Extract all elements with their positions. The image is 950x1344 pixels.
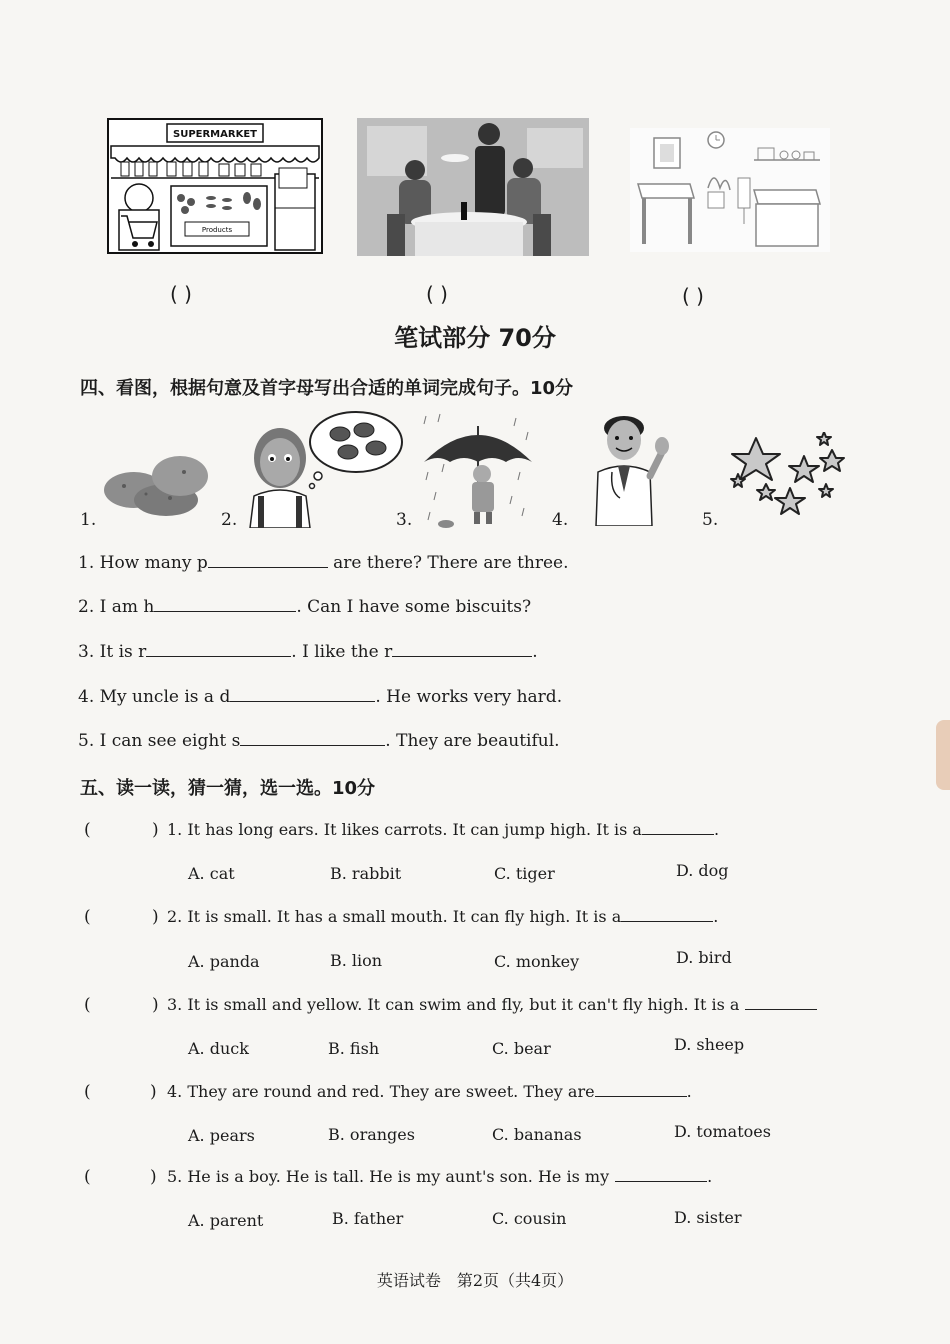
products-label: Products bbox=[201, 226, 233, 234]
listening-answer-paren-3[interactable]: ( ) bbox=[682, 284, 704, 308]
question-text: 5. He is a boy. He is tall. He is my aunt's son. He is my bbox=[167, 1167, 610, 1186]
question-end: . bbox=[713, 907, 719, 926]
q2-option-d[interactable]: D. bird bbox=[676, 948, 732, 967]
sentence-text: . bbox=[532, 642, 538, 662]
section4-title: 四、看图，根据句意及首字母写出合适的单词完成句子。10分 bbox=[80, 378, 574, 399]
listening-answer-paren-1[interactable]: ( ) bbox=[170, 282, 192, 306]
answer-blank[interactable] bbox=[230, 687, 375, 702]
answer-paren-open[interactable]: ( bbox=[84, 1082, 91, 1102]
restaurant-picture bbox=[357, 118, 589, 256]
answer-blank[interactable] bbox=[240, 731, 385, 746]
question-end: . bbox=[686, 1082, 692, 1101]
q4-option-d[interactable]: D. tomatoes bbox=[674, 1122, 771, 1141]
q2-option-a[interactable]: A. panda bbox=[188, 952, 260, 971]
sentence-text: . They are beautiful. bbox=[385, 731, 560, 751]
fill-sentence-1 bbox=[78, 553, 569, 573]
sentence-text: 1. How many p bbox=[78, 553, 208, 573]
answer-paren-open[interactable]: ( bbox=[84, 907, 91, 927]
q4-option-a[interactable]: A. pears bbox=[188, 1126, 255, 1145]
answer-paren-close: ) bbox=[150, 1167, 157, 1187]
question-2 bbox=[167, 907, 718, 926]
section5-title: 五、读一读，猜一猜，选一选。10分 bbox=[80, 778, 376, 799]
answer-paren-close: ) bbox=[150, 1082, 157, 1102]
supermarket-picture bbox=[107, 118, 323, 254]
answer-blank[interactable] bbox=[146, 642, 291, 657]
q3-option-c[interactable]: C. bear bbox=[492, 1039, 551, 1058]
picture-number-4: 4. bbox=[552, 510, 569, 530]
q2-option-b[interactable]: B. lion bbox=[330, 951, 383, 970]
q5-option-c[interactable]: C. cousin bbox=[492, 1209, 567, 1228]
picture-number-5: 5. bbox=[702, 510, 719, 530]
answer-blank[interactable] bbox=[154, 597, 296, 612]
potatoes-icon bbox=[100, 448, 212, 520]
q4-option-c[interactable]: C. bananas bbox=[492, 1125, 582, 1144]
doctor-icon bbox=[590, 412, 670, 526]
fill-sentence-5 bbox=[78, 731, 560, 751]
answer-paren-open[interactable]: ( bbox=[84, 820, 91, 840]
sentence-text: 2. I am h bbox=[78, 597, 155, 617]
picture-number-1: 1. bbox=[80, 510, 97, 530]
q5-option-a[interactable]: A. parent bbox=[188, 1211, 264, 1230]
q3-option-b[interactable]: B. fish bbox=[328, 1039, 380, 1058]
q1-option-b[interactable]: B. rabbit bbox=[330, 864, 402, 883]
q1-option-d[interactable]: D. dog bbox=[676, 861, 729, 880]
answer-blank[interactable] bbox=[642, 820, 714, 835]
stars-icon bbox=[726, 432, 852, 524]
q5-option-b[interactable]: B. father bbox=[332, 1209, 404, 1228]
office-picture bbox=[630, 128, 830, 252]
question-text: 2. It is small. It has a small mouth. It can fly high. It is a bbox=[167, 907, 622, 926]
fill-sentence-2 bbox=[78, 597, 531, 617]
question-text: 1. It has long ears. It likes carrots. It can jump high. It is a bbox=[167, 820, 642, 839]
answer-blank[interactable] bbox=[208, 553, 328, 568]
fill-sentence-4 bbox=[78, 687, 562, 707]
answer-blank[interactable] bbox=[621, 907, 713, 922]
page-edge-shadow bbox=[936, 720, 950, 790]
q1-option-c[interactable]: C. tiger bbox=[494, 864, 555, 883]
q5-option-d[interactable]: D. sister bbox=[674, 1208, 742, 1227]
sentence-text: 4. My uncle is a d bbox=[78, 687, 231, 707]
q1-option-a[interactable]: A. cat bbox=[188, 864, 235, 883]
question-3 bbox=[167, 995, 817, 1014]
sentence-text: 5. I can see eight s bbox=[78, 731, 241, 751]
sentence-text: . I like the r bbox=[291, 642, 393, 662]
page-footer: 英语试卷 第2页（共4页） bbox=[376, 1271, 574, 1290]
question-1 bbox=[167, 820, 719, 839]
question-text: 4. They are round and red. They are sweet. They are bbox=[167, 1082, 595, 1101]
question-5 bbox=[167, 1167, 712, 1186]
supermarket-sign: SUPERMARKET bbox=[173, 129, 257, 140]
answer-paren-open[interactable]: ( bbox=[84, 995, 91, 1015]
answer-blank[interactable] bbox=[392, 642, 532, 657]
answer-paren-open[interactable]: ( bbox=[84, 1167, 91, 1187]
written-section-title: 笔试部分 70分 bbox=[394, 324, 556, 352]
question-end: . bbox=[707, 1167, 713, 1186]
q4-option-b[interactable]: B. oranges bbox=[328, 1125, 415, 1144]
listening-answer-paren-2[interactable]: ( ) bbox=[426, 282, 448, 306]
q3-option-d[interactable]: D. sheep bbox=[674, 1035, 745, 1054]
question-end: . bbox=[713, 820, 720, 839]
answer-paren-close: ) bbox=[152, 995, 159, 1015]
rainy-umbrella-icon bbox=[420, 412, 536, 530]
fill-sentence-3 bbox=[78, 642, 538, 662]
q2-option-c[interactable]: C. monkey bbox=[494, 952, 580, 971]
question-4 bbox=[167, 1082, 692, 1101]
sentence-text: are there? There are three. bbox=[327, 553, 569, 573]
sentence-text: . Can I have some biscuits? bbox=[296, 597, 532, 617]
answer-blank[interactable] bbox=[615, 1167, 707, 1182]
sentence-text: 3. It is r bbox=[78, 642, 147, 662]
answer-paren-close: ) bbox=[152, 820, 159, 840]
sentence-text: . He works very hard. bbox=[375, 687, 563, 707]
q3-option-a[interactable]: A. duck bbox=[188, 1039, 249, 1058]
picture-number-2: 2. bbox=[221, 510, 238, 530]
answer-blank[interactable] bbox=[595, 1082, 687, 1097]
answer-paren-close: ) bbox=[152, 907, 159, 927]
question-text: 3. It is small and yellow. It can swim and fly, but it can't fly high. It is a bbox=[167, 995, 740, 1014]
answer-blank[interactable] bbox=[745, 995, 817, 1010]
hungry-boy-icon bbox=[244, 408, 409, 528]
picture-number-3: 3. bbox=[396, 510, 413, 530]
